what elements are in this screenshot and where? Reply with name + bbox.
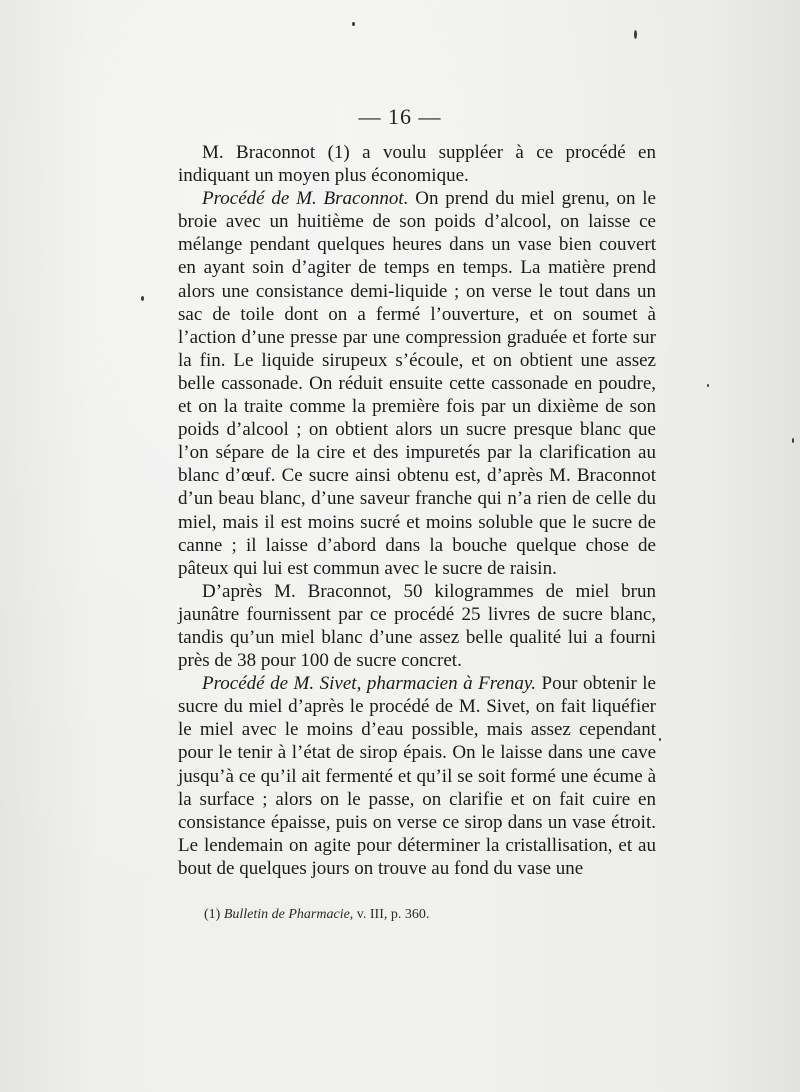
paragraph-text: Pour obtenir le sucre du miel d’après le procédé de M. Sivet, on fait liquéfier le miel avec le moins d’eau possible, mais assez cependant pour le tenir à l’état de sirop épais. On le laisse dans une cave jusqu’à ce qu’il ait fermenté et qu’il se soit formé une écume à la surface ; alors on le passe, on clarifie et on fait cuire en consistance épaisse, puis on verse ce sirop dans un vase étroit. Le lendemain on agite pour déterminer la cristallisation, et au bout de quelques jours on trouve au fond du vase une	[178, 673, 656, 879]
footnote	[204, 906, 624, 924]
print-speck	[352, 22, 355, 26]
print-speck	[707, 384, 709, 387]
section-heading-braconnot: Procédé de M. Braconnot.	[202, 188, 409, 210]
print-speck	[659, 738, 661, 741]
section-heading-sivet: Procédé de M. Sivet, pharmacien à Frenay.	[202, 673, 537, 695]
body-text	[178, 141, 656, 880]
footnote-source: Bulletin de Pharmacie	[223, 907, 350, 922]
footnote-reference: , v. III, p. 360.	[349, 907, 430, 922]
footnote-marker: (1)	[204, 907, 224, 922]
paragraph-sivet-procedure	[178, 672, 656, 880]
paragraph-text: On prend du miel grenu, on le broie avec un huitième de son poids d’alcool, on laisse ce mélange pendant quelques heures dans un vase bien couvert en ayant soin d’agiter de temps en temps. La matière prend alors une consistance demi-liquide ; on verse le tout dans un sac de toile dont on a fermé l’ouverture, et on soumet à l’action d’une presse par une compression graduée et forte sur la fin. Le liquide sirupeux s’écoule, et on obtient une assez belle cassonade. On réduit ensuite cette cassonade en poudre, et on la traite comme la première fois par un dixième de son poids d’alcool ; on obtient alors un sucre presque blanc que l’on sépare de la cire et des impuretés par la clarification au blanc d’œuf. Ce sucre ainsi obtenu est, d’après M. Braconnot d’un beau blanc, d’une saveur franche qui n’a rien de celle du miel, mais il est moins sucré et moins soluble que le sucre de canne ; il laisse d’abord dans la bouche quelque chose de pâteux qui lui est commun avec le sucre de raisin.	[178, 188, 656, 579]
paragraph-braconnot-procedure	[178, 187, 656, 580]
page-number: — 16 —	[358, 104, 442, 129]
print-speck	[141, 296, 144, 301]
print-speck	[634, 30, 637, 39]
paragraph-text: M. Braconnot (1) a voulu suppléer à ce procédé en indiquant un moyen plus économique.	[178, 142, 656, 187]
paragraph-braconnot-yield	[178, 580, 656, 672]
print-speck	[792, 438, 794, 443]
paragraph-text: D’après M. Braconnot, 50 kilogrammes de miel brun jaunâtre fournissent par ce procédé 25 livres de sucre blanc, tandis qu’un miel blanc d’une assez belle qualité lui a fourni près de 38 pour 100 de sucre concret.	[178, 580, 656, 672]
paragraph-intro	[178, 141, 656, 187]
